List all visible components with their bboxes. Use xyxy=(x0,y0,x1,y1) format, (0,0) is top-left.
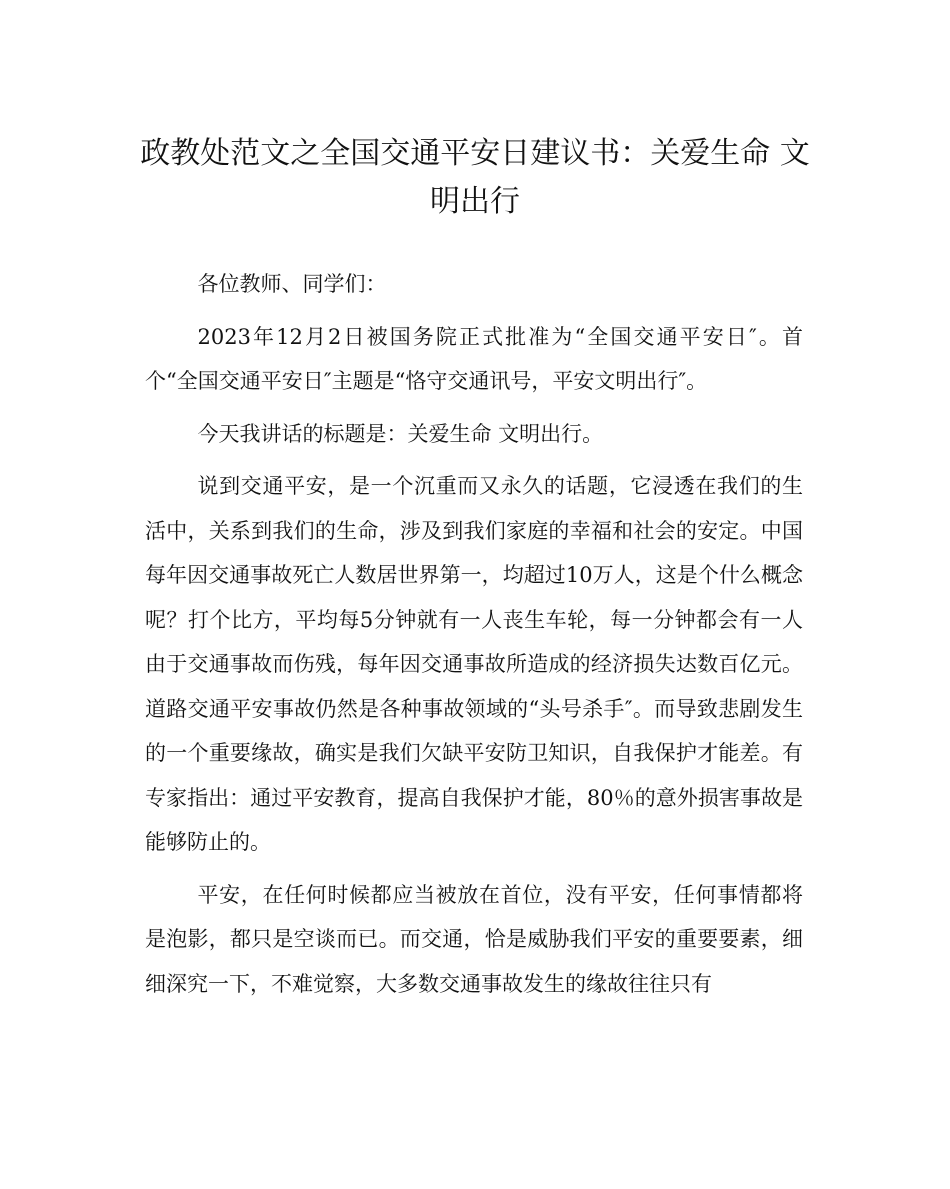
document-body xyxy=(145,262,803,1006)
paragraph-topic: 今天我讲话的标题是：关爱生命 文明出行。 xyxy=(197,421,604,446)
paragraph-safety-priority: 平安，在任何时候都应当被放在首位，没有平安，任何事情都将是泡影，都只是空谈而已。而交通，恰是威胁我们平安的重要要素，细细深究一下，不难觉察，大多数交通事故发生的缘故往往只有 xyxy=(145,882,803,996)
paragraph-safety-statistics: 说到交通平安，是一个沉重而又永久的话题，它浸透在我们的生活中，关系到我们的生命，涉及到我们家庭的幸福和社会的安定。中国每年因交通事故死亡人数居世界第一，均超过10万人，这是个什么概念呢？打个比方，平均每5分钟就有一人丧生车轮，每一分钟都会有一人由于交通事故而伤残，每年因交通事故所造成的经济损失达数百亿元。道路交通平安事故仍然是各种事故领域的“头号杀手″。而导致悲剧发生的一个重要缘故，确实是我们欠缺平安防卫知识，自我保护才能差。有专家指出：通过平安教育，提高自我保护才能，80％的意外损害事故是能够防止的。 xyxy=(145,474,803,854)
paragraph-greeting: 各位教师、同学们： xyxy=(197,272,387,296)
paragraph-traffic-day: 2023年12月2日被国务院正式批准为“全国交通平安日″。首个“全国交通平安日″主题是“恪守交通讯号，平安文明出行″。 xyxy=(145,324,803,393)
document-title: 政教处范文之全国交通平安日建议书：关爱生命 文明出行 xyxy=(140,136,810,219)
